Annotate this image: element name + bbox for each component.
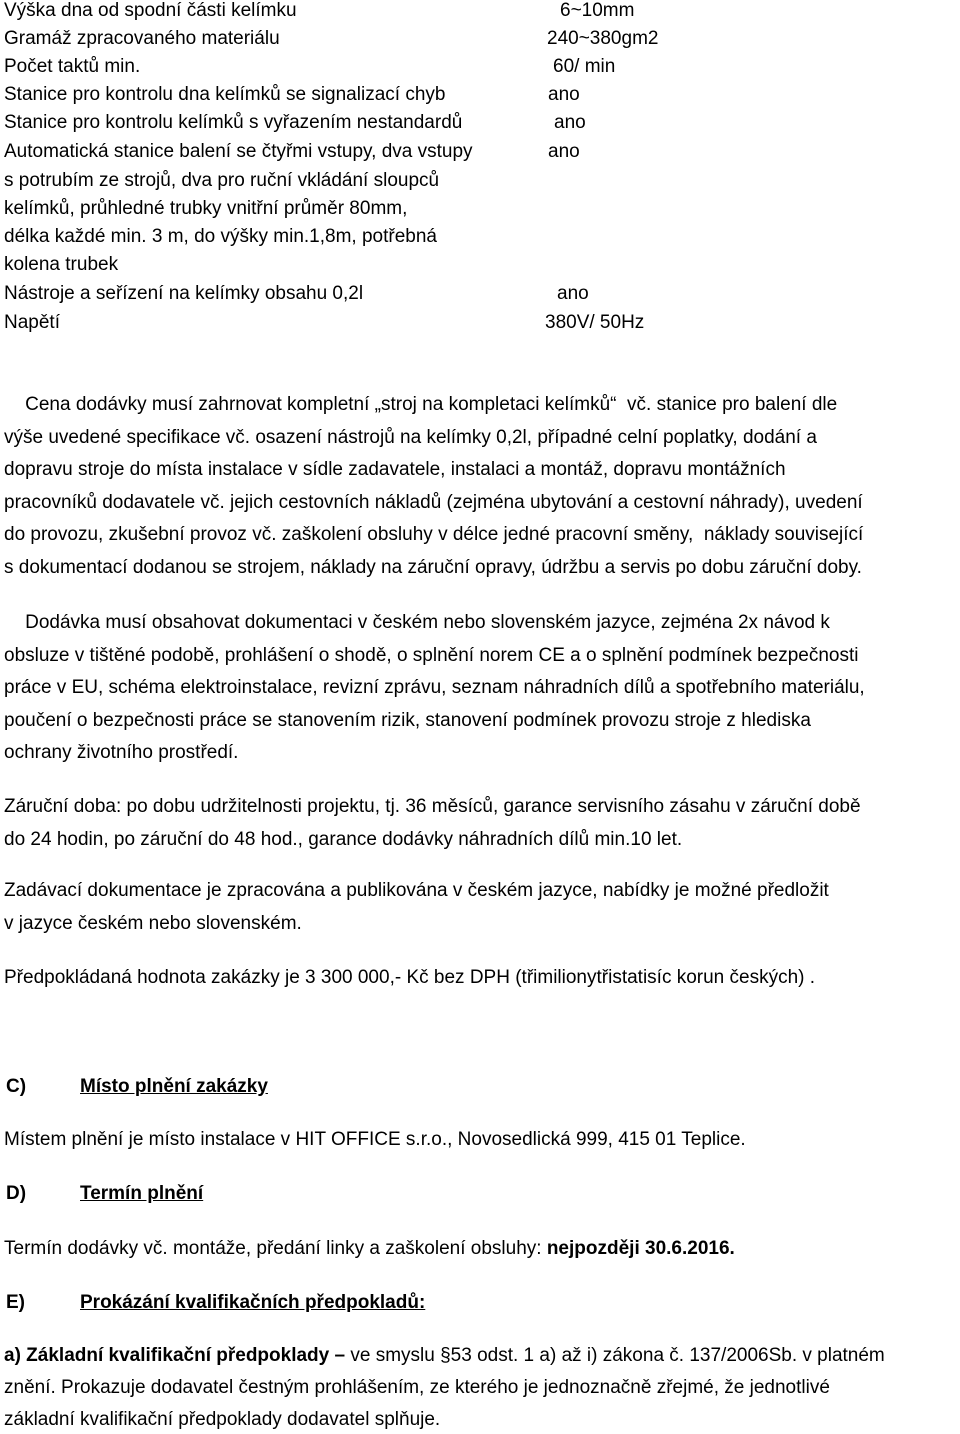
documentation-paragraph-line: poučení o bezpečnosti práce se stanovením rizik, stanovení podmínek provozu stroje z hlediska <box>4 709 811 731</box>
spec-value: 6~10mm <box>560 0 635 21</box>
language-paragraph-line: Zadávací dokumentace je zpracována a publikována v českém jazyce, nabídky je možné předložit <box>4 880 829 901</box>
price-paragraph-line: dopravu stroje do místa instalace v sídle zadavatele, instalaci a montáž, dopravu montážních <box>4 459 786 480</box>
contract-value-text: Předpokládaná hodnota zakázky je 3 300 000,- Kč bez DPH (třimilionytřistatisíc korun českých) . <box>4 967 816 988</box>
spec-label: Stanice pro kontrolu dna kelímků se signalizací chyb <box>4 84 446 105</box>
spec-value: 240~380gm2 <box>547 28 659 49</box>
section-c-title: Místo plnění zakázky <box>80 1076 268 1097</box>
section-e-sub-rest: ve smyslu §53 odst. 1 a) až i) zákona č. 137/2006Sb. v platném <box>345 1345 885 1366</box>
section-e-title: Prokázání kvalifikačních předpokladů: <box>80 1292 426 1313</box>
spec-label: Nástroje a seřízení na kelímky obsahu 0,2l <box>4 283 364 304</box>
spec-value: ano <box>548 141 580 162</box>
documentation-paragraph-line: Dodávka musí obsahovat dokumentaci v českém nebo slovenském jazyce, zejména 2x návod k <box>4 612 830 633</box>
section-d-text <box>4 1238 735 1260</box>
language-paragraph-line: v jazyce českém nebo slovenském. <box>4 912 302 934</box>
spec-label: Gramáž zpracovaného materiálu <box>4 28 280 49</box>
section-c-text: Místem plnění je místo instalace v HIT OFFICE s.r.o., Novosedlická 999, 415 01 Teplice. <box>4 1129 746 1150</box>
spec-label: Automatická stanice balení se čtyřmi vstupy, dva vstupy <box>4 141 473 162</box>
price-paragraph-line: Cena dodávky musí zahrnovat kompletní „stroj na kompletaci kelímků“ vč. stanice pro balení dle <box>4 394 838 415</box>
price-paragraph-line: do provozu, zkušební provoz vč. zaškolení obsluhy v délce jedné pracovní směny, náklady související <box>4 524 864 545</box>
spec-value: 60/ min <box>553 56 616 77</box>
price-paragraph-line: pracovníků dodavatele vč. jejich cestovních nákladů (zejména ubytování a cestovní náhrady), uvedení <box>4 491 863 513</box>
spec-label: Výška dna od spodní části kelímku <box>4 0 297 21</box>
documentation-paragraph-line: obsluze v tištěné podobě, prohlášení o shodě, o splnění norem CE a o splnění podmínek bezpečnosti <box>4 644 859 666</box>
price-paragraph-line: výše uvedené specifikace vč. osazení nástrojů na kelímky 0,2l, případné celní poplatky, dodání a <box>4 426 817 448</box>
spec-label: Počet taktů min. <box>4 56 141 77</box>
warranty-paragraph-line: Záruční doba: po dobu udržitelnosti projektu, tj. 36 měsíců, garance servisního zásahu v záruční době <box>4 796 861 817</box>
spec-value: ano <box>554 112 586 133</box>
section-d-letter: D) <box>6 1183 27 1204</box>
documentation-paragraph-line: práce v EU, schéma elektroinstalace, revizní zprávu, seznam náhradních dílů a spotřebního materiálu, <box>4 677 865 698</box>
section-e-sub-bold: a) Základní kvalifikační předpoklady – <box>4 1345 346 1366</box>
section-d-title: Termín plnění <box>80 1183 204 1204</box>
documentation-paragraph-line: ochrany životního prostředí. <box>4 742 239 763</box>
spec-value: 380V/ 50Hz <box>545 312 645 333</box>
spec-label: délka každé min. 3 m, do výšky min.1,8m, potřebná <box>4 226 437 247</box>
spec-value: ano <box>548 84 580 105</box>
spec-label: kelímků, průhledné trubky vnitřní průměr 80mm, <box>4 198 408 219</box>
section-e-subheading <box>4 1345 885 1367</box>
section-d-deadline: nejpozději 30.6.2016. <box>546 1238 735 1259</box>
section-c-letter: C) <box>6 1076 27 1097</box>
section-e-line-1: znění. Prokazuje dodavatel čestným prohlášením, ze kterého je jednoznačně zřejmé, že jednotlivé <box>4 1377 830 1398</box>
section-d-text-normal: Termín dodávky vč. montáže, předání linky a zaškolení obsluhy: <box>4 1238 547 1259</box>
spec-label: kolena trubek <box>4 254 119 275</box>
spec-label: Napětí <box>4 312 60 333</box>
price-paragraph-line: s dokumentací dodanou se strojem, náklady na záruční opravy, údržbu a servis po dobu záruční doby. <box>4 556 862 578</box>
spec-value: ano <box>557 283 589 304</box>
section-e-line-2: základní kvalifikační předpoklady dodavatel splňuje. <box>4 1409 441 1430</box>
spec-label: Stanice pro kontrolu kelímků s vyřazením nestandardů <box>4 112 463 133</box>
warranty-paragraph-line: do 24 hodin, po záruční do 48 hod., garance dodávky náhradních dílů min.10 let. <box>4 828 683 850</box>
spec-label: s potrubím ze strojů, dva pro ruční vkládání sloupců <box>4 170 440 191</box>
section-e-letter: E) <box>6 1292 25 1313</box>
